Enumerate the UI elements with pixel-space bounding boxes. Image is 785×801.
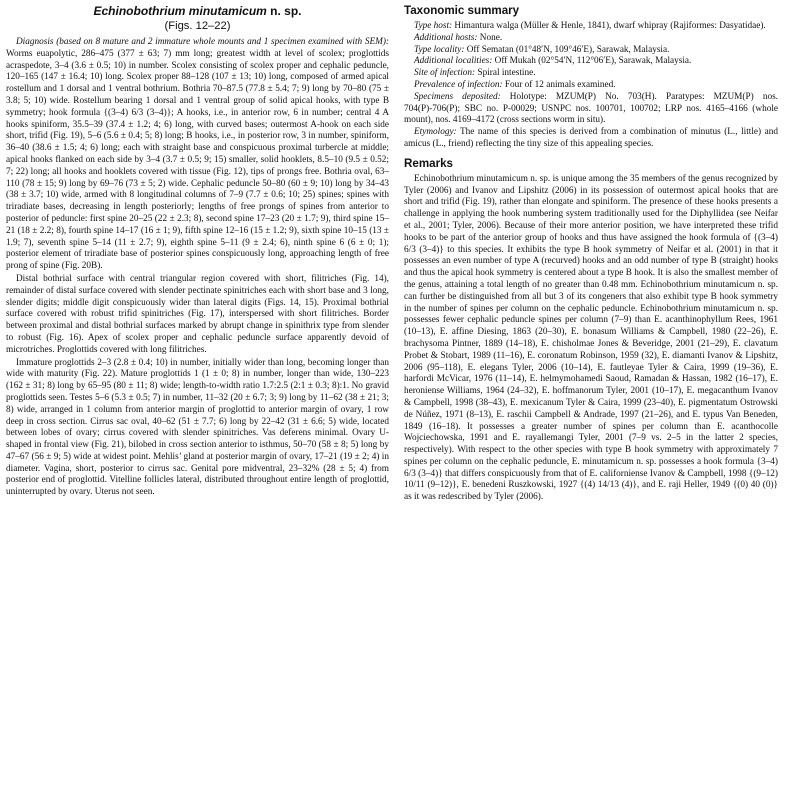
species-name: Echinobothrium minutamicum	[93, 4, 267, 18]
remarks-heading: Remarks	[404, 156, 453, 170]
etymology-label: Etymology:	[414, 127, 457, 138]
site-entry	[404, 68, 778, 80]
diagnosis-paragraph	[6, 37, 389, 273]
type-host-entry	[404, 21, 778, 33]
diagnosis-text: Worms euapolytic, 286–475 (377 ± 63; 7) mm long; greatest width at level of scolex; proglottids acraspedote, 3–4 (3.6 ± 0.5; 10) in number. Scolex consisting of scolex proper and cephalic peduncle, 120–165 (147 ± 16.4; 10) long. Scolex proper 88–128 (107 ± 13; 10) long, composed of armed apical rostellum and 1 dorsal and 1 ventral bothrium. Bothria 70–87.5 (77.8 ± 5.4; 7; 9) long by 70–80 (75 ± 3.8; 5; 10) wide. Rostellum bearing 1 dorsal and 1 ventral group of solid apical hooks, with type B symmetry; hook formula {(3–4) 6/3 (3–4)}; A hooks, i.e., in anterior row, 6 in number; central 4 A hooks spiniform, 35.5–39 (37.4 ± 1.2; 4; 6) long, with curved bases; outermost A-hook on each side short, trifid (Fig. 19), 5–6 (5.6 ± 0.4; 5; 8) long; B hooks, i.e., in posterior row, 3 in number, spiniform, 36–40 (38.6 ± 1.5; 4; 6) long; each with straight base and conspicuous proximal turbercle at middle; apical hooks flanked on each side by 3–4 (3.7 ± 0.5; 9; 15) smaller, solid hooklets, 8.5–10 (9.5 ± 0.52; 7; 22) long; all hooks and hooklets covered with tissue (Fig. 12), tips of prongs free. Bothria oval, 63–110 (78 ± 15; 9) long by 69–76 (73 ± 5; 2) wide. Cephalic peduncle 50–80 (60 ± 9; 10) long by 34–43 (38 ± 3.7; 10) wide, armed with 8 longitudinal columns of 7–9 (7.7 ± 0.6; 10; 25) spines; spines with triradiate bases, decreasing in length posteriorly; lengths of free prongs of spines from anterior to posterior of peduncle: first spine 20–25 (22 ± 2.3; 8), second spine 17–23 (20 ± 1.7; 9), third spine 15–21 (18 ± 2.2; 8), fourth spine 14–17 (16 ± 1; 9), fifth spine 12–16 (15 ± 1.2; 9), sixth spine 10–15 (13 ± 1.9; 7), seventh spine 5–14 (11 ± 2.7; 9), eighth spine 5–11 (9 ± 2.4; 6), ninth spine 6 (6 ± 0; 1); posterior element of triradiate base of posterior spines conspicuously long, approaching length of free prong of spine (Fig. 20B).	[6, 48, 389, 272]
species-title	[6, 4, 389, 19]
type-locality-text: Off Sematan (01°48′N, 109°46′E), Sarawak, Malaysia.	[464, 44, 670, 55]
etymology-entry	[404, 127, 778, 151]
etymology-text: The name of this species is derived from a combination of minutus (L., little) and amicus (L., friend) reflecting the tiny size of this appealing species.	[404, 127, 778, 149]
surface-paragraph: Distal bothrial surface with central triangular region covered with short, filitriches (Fig. 14), remainder of distal surface covered with slender pectinate spinitriches each with short base and 3 long, slender digits; middle digit conspicuously wider than lateral digits (Figs. 14, 15). Proximal bothrial surface covered with robust trifid spinitriches (Fig. 17), interspersed with short filitriches. Border between proximal and distal bothrial surfaces marked by abrupt change in spinithrix type from slender to robust (Fig. 16). Apex of scolex proper and cephalic peduncle surface apparently devoid of microtriches. Proglottids covered with long filitriches.	[6, 273, 389, 355]
diagnosis-label: Diagnosis (based on 8 mature and 2 immature whole mounts and 1 specimen examined with SEM):	[16, 37, 389, 47]
additional-localities-label: Additional localities:	[414, 56, 493, 67]
taxonomic-summary-heading: Taxonomic summary	[404, 4, 520, 17]
prevalence-text: Four of 12 animals examined.	[502, 79, 616, 90]
type-locality-entry	[404, 45, 778, 57]
remarks-paragraph: Echinobothrium minutamicum n. sp. is unique among the 35 members of the genus recognized by Tyler (2006) and Ivanov and Lipshitz (2006) in its possession of outermost apical hooks that are short and trifid (Fig. 19), rather than elongate and spiniform. The presence of these hooks presents a challenge in applying the hook numbering system traditionally used for the Diphyllidea (see Neifar et al., 2001; Tyler, 2006). Because of their more anterior position, we have interpreted these trifid hooks to be part of the anterior group of hooks and thus have assigned the hook formula of {(3–4) 6/3 (3–4)} to this species. It exhibits the type B hook symmetry of Neifar et al. (2001) in that it possesses an even number of type A (recurved) hooks and an odd number of type B (straight) hooks and thus the apical hook symmetry is centered about a type B hook. It is also the smallest member of the genus, attaining a total length of no greater than 0.48 mm. Echinobothrium minutamicum n. sp. can further be distinguished from all but 3 of its congeners that also exhibit type B hook symmetry in the number of spines per column on the cephalic peduncle. Echinobothrium minutamicum n. sp. possesses fewer cephalic peduncle spines per column (7–9) than E. acanthinophyllum Rees, 1961 (10–13), E. affine Diesing, 1863 (20–30), E. bonasum Williams & Campbell, 1980 (22–26), E. brachysoma Pintner, 1889 (14–18), E. chisholmae Jones & Beveridge, 2001 (21–29), E. clavatum Probet & Stobart, 1989 (11–16), E. coronatum Robinson, 1959 (32), E. diamanti Ivanov & Lipshitz, 2006 (95–118), E. elegans Tyler, 2006 (10–14), E. fautleyae Tyler & Caira, 1999 (19–36), E. harfordi McVicar, 1976 (11–14), E. helmymohamedi Saoud, Ramadan & Hassan, 1982 (16–17), E. heroniense Williams, 1964 (24–32), E. hoffmanorum Tyler, 2001 (10–17), E. megacanthum Ivanov & Campbell, 1998 (38–43), E. mexicanum Tyler & Caira, 1999 (23–40), E. pigmentatum Ostrowski de Núñez, 1971 (8–13), E. raschii Campbell & Andrade, 1997 (21–26), and E. typus Van Beneden, 1849 (16–18). It possesses a greater number of spines per column than E. acanthocolle Wojciechowska, 1991 and E. rayallemangi Tyler, 2001 (7–9 vs. 2–5 in the latter 2 species, respectively). With respect to the other species with type B hook symmetry with approximately 7 spines per column on the cephalic peduncle, E. minutamicum n. sp. possesses a hook formula {3–4) 6/3 (3–4)} that differs conspicuously from that of E. californiense Ivanov & Campbell, 1998 {(9–12) 10/11 (9–12)}, E. benedeni Ruszkowski, 1927 {(4) 14/13 (4)}, and E. raji Heller, 1949 {(0) 40 (0)} as it was redescribed by Tyler (2006).	[404, 173, 778, 503]
proglottid-paragraph: Immature proglottids 2–3 (2.8 ± 0.4; 10) in number, initially wider than long, becoming longer than wide with maturity (Fig. 22). Mature proglottids 1 (1 ± 0; 8) in number, longer than wide, 130–223 (162 ± 31; 8) long by 65–95 (80 ± 11; 8) wide; length-to-width ratio 1.7:2.5 (2:1 ± 0.3; 8):1. No gravid proglottids seen. Testes 5–6 (5.3 ± 0.5; 7) in number, 11–32 (20 ± 6.7; 3; 9) long by 11–62 (38 ± 21; 3; 8) wide, arranged in 1 column from anterior margin of proglottid to anterior margin of ovary, 1 row deep in cross section. Cirrus sac oval, 40–62 (51 ± 7.7; 6) long by 22–42 (31 ± 6.6; 5) wide, located between lobes of ovary; cirrus covered with slender spinitriches. Vas deferens minimal. Ovary U-shaped in frontal view (Fig. 21), bilobed in cross section anterior to isthmus, 50–70 (58 ± 8; 5) long by 47–67 (56 ± 9; 5) wide at widest point. Mehlis’ gland at posterior margin of ovary, 17–21 (19 ± 2; 4) in diameter. Vagina, short, posterior to cirrus sac. Genital pore midventral, 23–32% (28 ± 5; 4) from posterior end of proglottid. Vitelline follicles lateral, distributed throughout entire length of proglottid, uninterrupted by ovary. Uterus not seen.	[6, 357, 389, 498]
prevalence-entry	[404, 80, 778, 92]
new-species-marker: n. sp.	[270, 4, 302, 18]
additional-hosts-text: None.	[477, 32, 503, 43]
site-label: Site of infection:	[414, 68, 476, 79]
left-column	[6, 0, 389, 499]
additional-hosts-entry	[404, 33, 778, 45]
additional-hosts-label: Additional hosts:	[414, 32, 478, 43]
figure-reference: (Figs. 12–22)	[164, 20, 231, 32]
type-host-label: Type host:	[414, 21, 453, 31]
type-host-text: Himantura walga (Müller & Henle, 1841), dwarf whipray (Rajiformes: Dasyatidae).	[452, 21, 766, 31]
site-text: Spiral intestine.	[475, 68, 536, 79]
additional-localities-entry	[404, 56, 778, 68]
right-column	[404, 0, 778, 504]
specimens-entry	[404, 92, 778, 127]
specimens-label: Specimens deposited:	[414, 91, 501, 102]
prevalence-label: Prevalence of infection:	[414, 79, 503, 90]
type-locality-label: Type locality:	[414, 44, 465, 55]
additional-localities-text: Off Mukah (02°54′N, 112°06′E), Sarawak, Malaysia.	[492, 56, 692, 67]
specimens-text: Holotype: MZUM(P) No. 703(H). Paratypes: MZUM(P) nos. 704(P)-706(P); SBC no. P-00029; USNPC nos. 100701, 100702; LRP nos. 4165–4166 (whole mount), nos. 4169–4172 (cross sections worm in situ).	[404, 91, 778, 126]
